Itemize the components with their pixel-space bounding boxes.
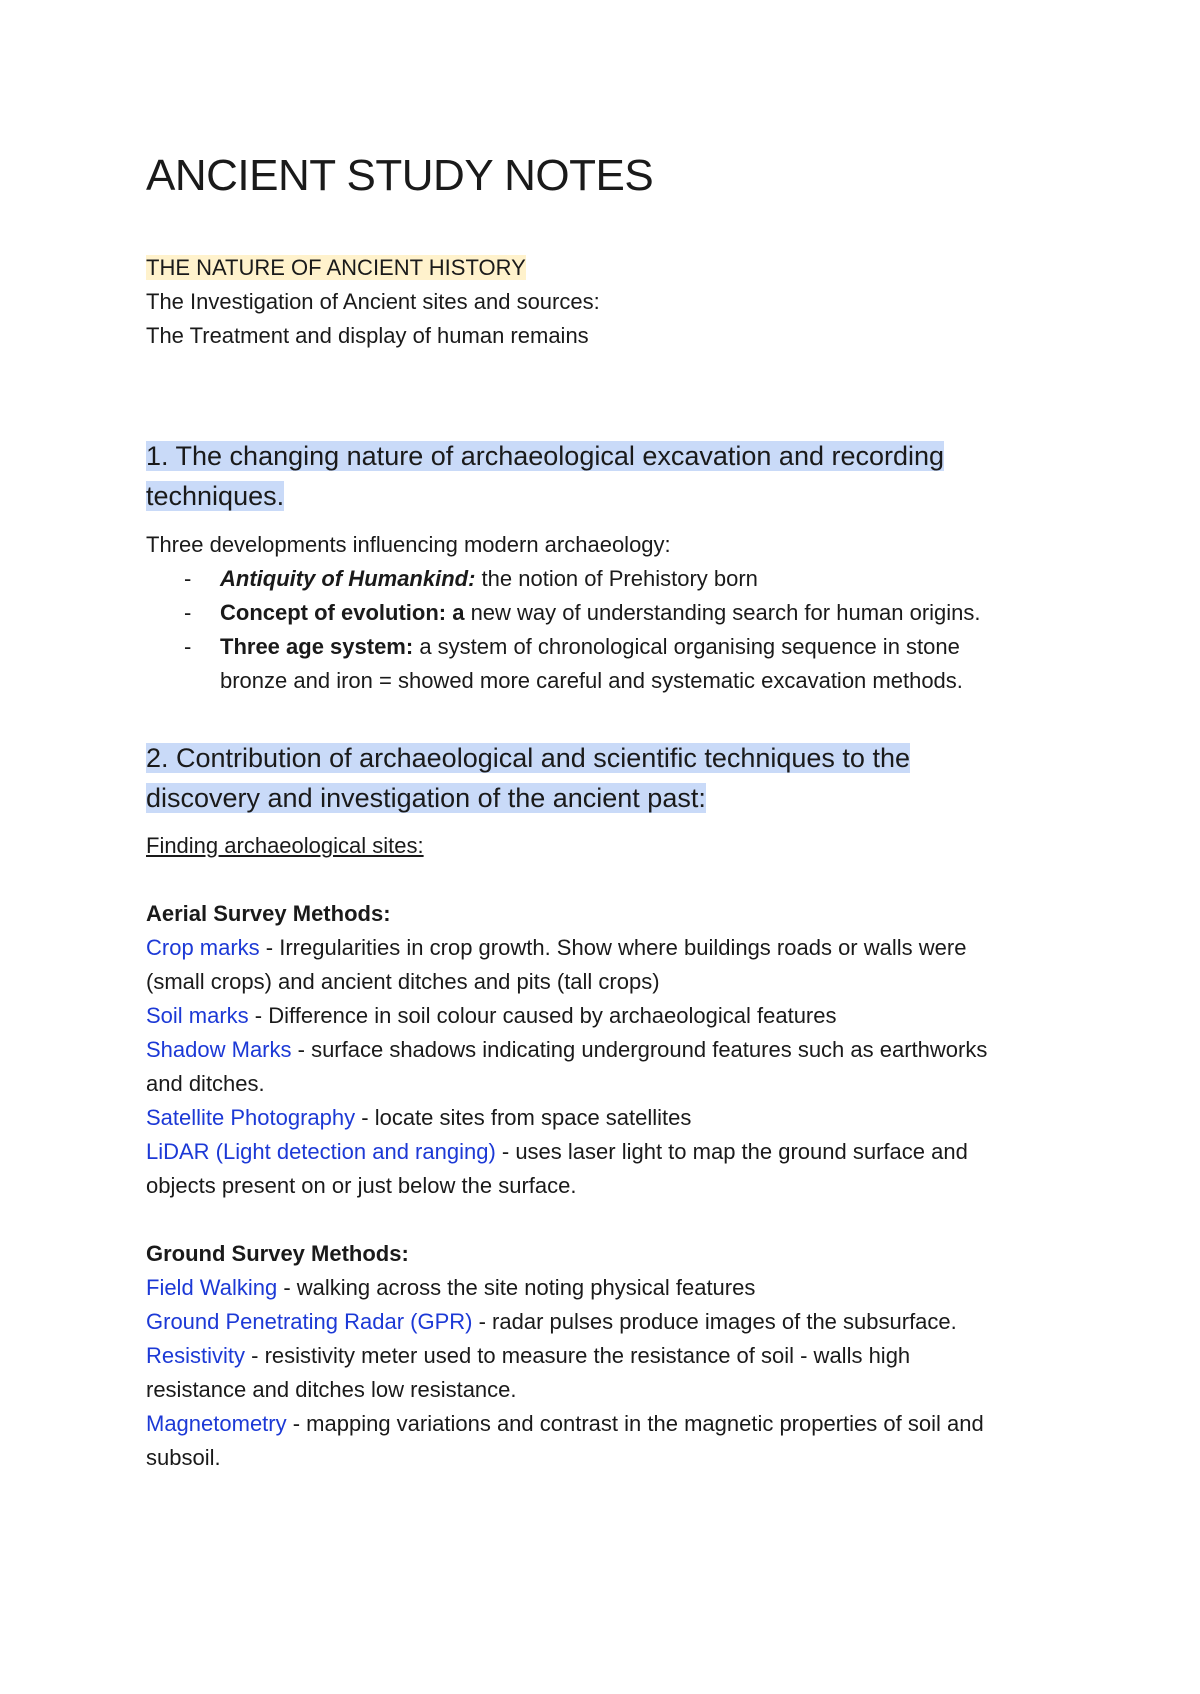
section1-heading: 1. The changing nature of archaeological excavation and recording techniques. [146, 441, 945, 511]
section1-body [146, 528, 1086, 698]
section2-heading: 2. Contribution of archaeological and scientific techniques to the discovery and investigation of the ancient past: [146, 743, 910, 813]
ground-survey-block: Ground Survey Methods: Field Walking - walking across the site noting physical features Ground Penetrating Radar (GPR) - radar pulses produce images of the subsurface. Resistivity - resistivity meter used to measure the resistance of soil - walls high resistance and ditches low resistance. Magnetometry - mapping variations and contrast in the magnetic properties of soil and subsoil. [146, 1237, 1086, 1475]
dash-bullet: - [184, 566, 192, 591]
method-item: Crop marks - Irregularities in crop growth. Show where buildings roads or walls were [146, 935, 967, 960]
method-item: Satellite Photography - locate sites from space satellites [146, 1105, 692, 1130]
list-item: - Concept of evolution: a new way of understanding search for human origins. [146, 596, 1086, 630]
method-item: Field Walking - walking across the site noting physical features [146, 1275, 756, 1300]
method-item: Resistivity - resistivity meter used to measure the resistance of soil - walls high [146, 1343, 911, 1368]
list-item: - Three age system: a system of chronological organising sequence in stone bronze and iron = showed more careful and systematic excavation methods. [146, 630, 1086, 698]
section1-lead: Three developments influencing modern archaeology: [146, 532, 671, 557]
list-item: - Antiquity of Humankind: the notion of Prehistory born [146, 562, 1086, 596]
method-item: Shadow Marks - surface shadows indicating underground features such as earthworks [146, 1037, 988, 1062]
ground-heading: Ground Survey Methods: [146, 1241, 409, 1266]
section2-subheading-block [146, 829, 1086, 863]
dash-bullet: - [184, 634, 192, 659]
page-title: ANCIENT STUDY NOTES [146, 151, 654, 200]
method-item: LiDAR (Light detection and ranging) - uses laser light to map the ground surface and [146, 1139, 968, 1164]
intro-line: The Treatment and display of human remains [146, 323, 589, 348]
intro-line: The Investigation of Ancient sites and sources: [146, 289, 600, 314]
aerial-heading: Aerial Survey Methods: [146, 901, 391, 926]
method-item: Ground Penetrating Radar (GPR) - radar pulses produce images of the subsurface. [146, 1309, 957, 1334]
aerial-survey-block: Aerial Survey Methods: Crop marks - Irregularities in crop growth. Show where buildings roads or walls were (small crops) and ancient ditches and pits (tall crops) Soil marks - Difference in soil colour caused by archaeological features Shadow Marks - surface shadows indicating underground features such as earthworks and ditches. Satellite Photography - locate sites from space satellites LiDAR (Light detection and ranging) - uses laser light to map the ground surface and objects present on or just below the surface. [146, 897, 1086, 1203]
method-item: Magnetometry - mapping variations and contrast in the magnetic properties of soil and [146, 1411, 984, 1436]
section2-subheading: Finding archaeological sites: [146, 833, 424, 858]
method-item: Soil marks - Difference in soil colour caused by archaeological features [146, 1003, 837, 1028]
intro-heading: THE NATURE OF ANCIENT HISTORY [146, 255, 526, 280]
intro-block [146, 251, 1086, 353]
developments-list [146, 562, 1086, 698]
dash-bullet: - [184, 600, 192, 625]
